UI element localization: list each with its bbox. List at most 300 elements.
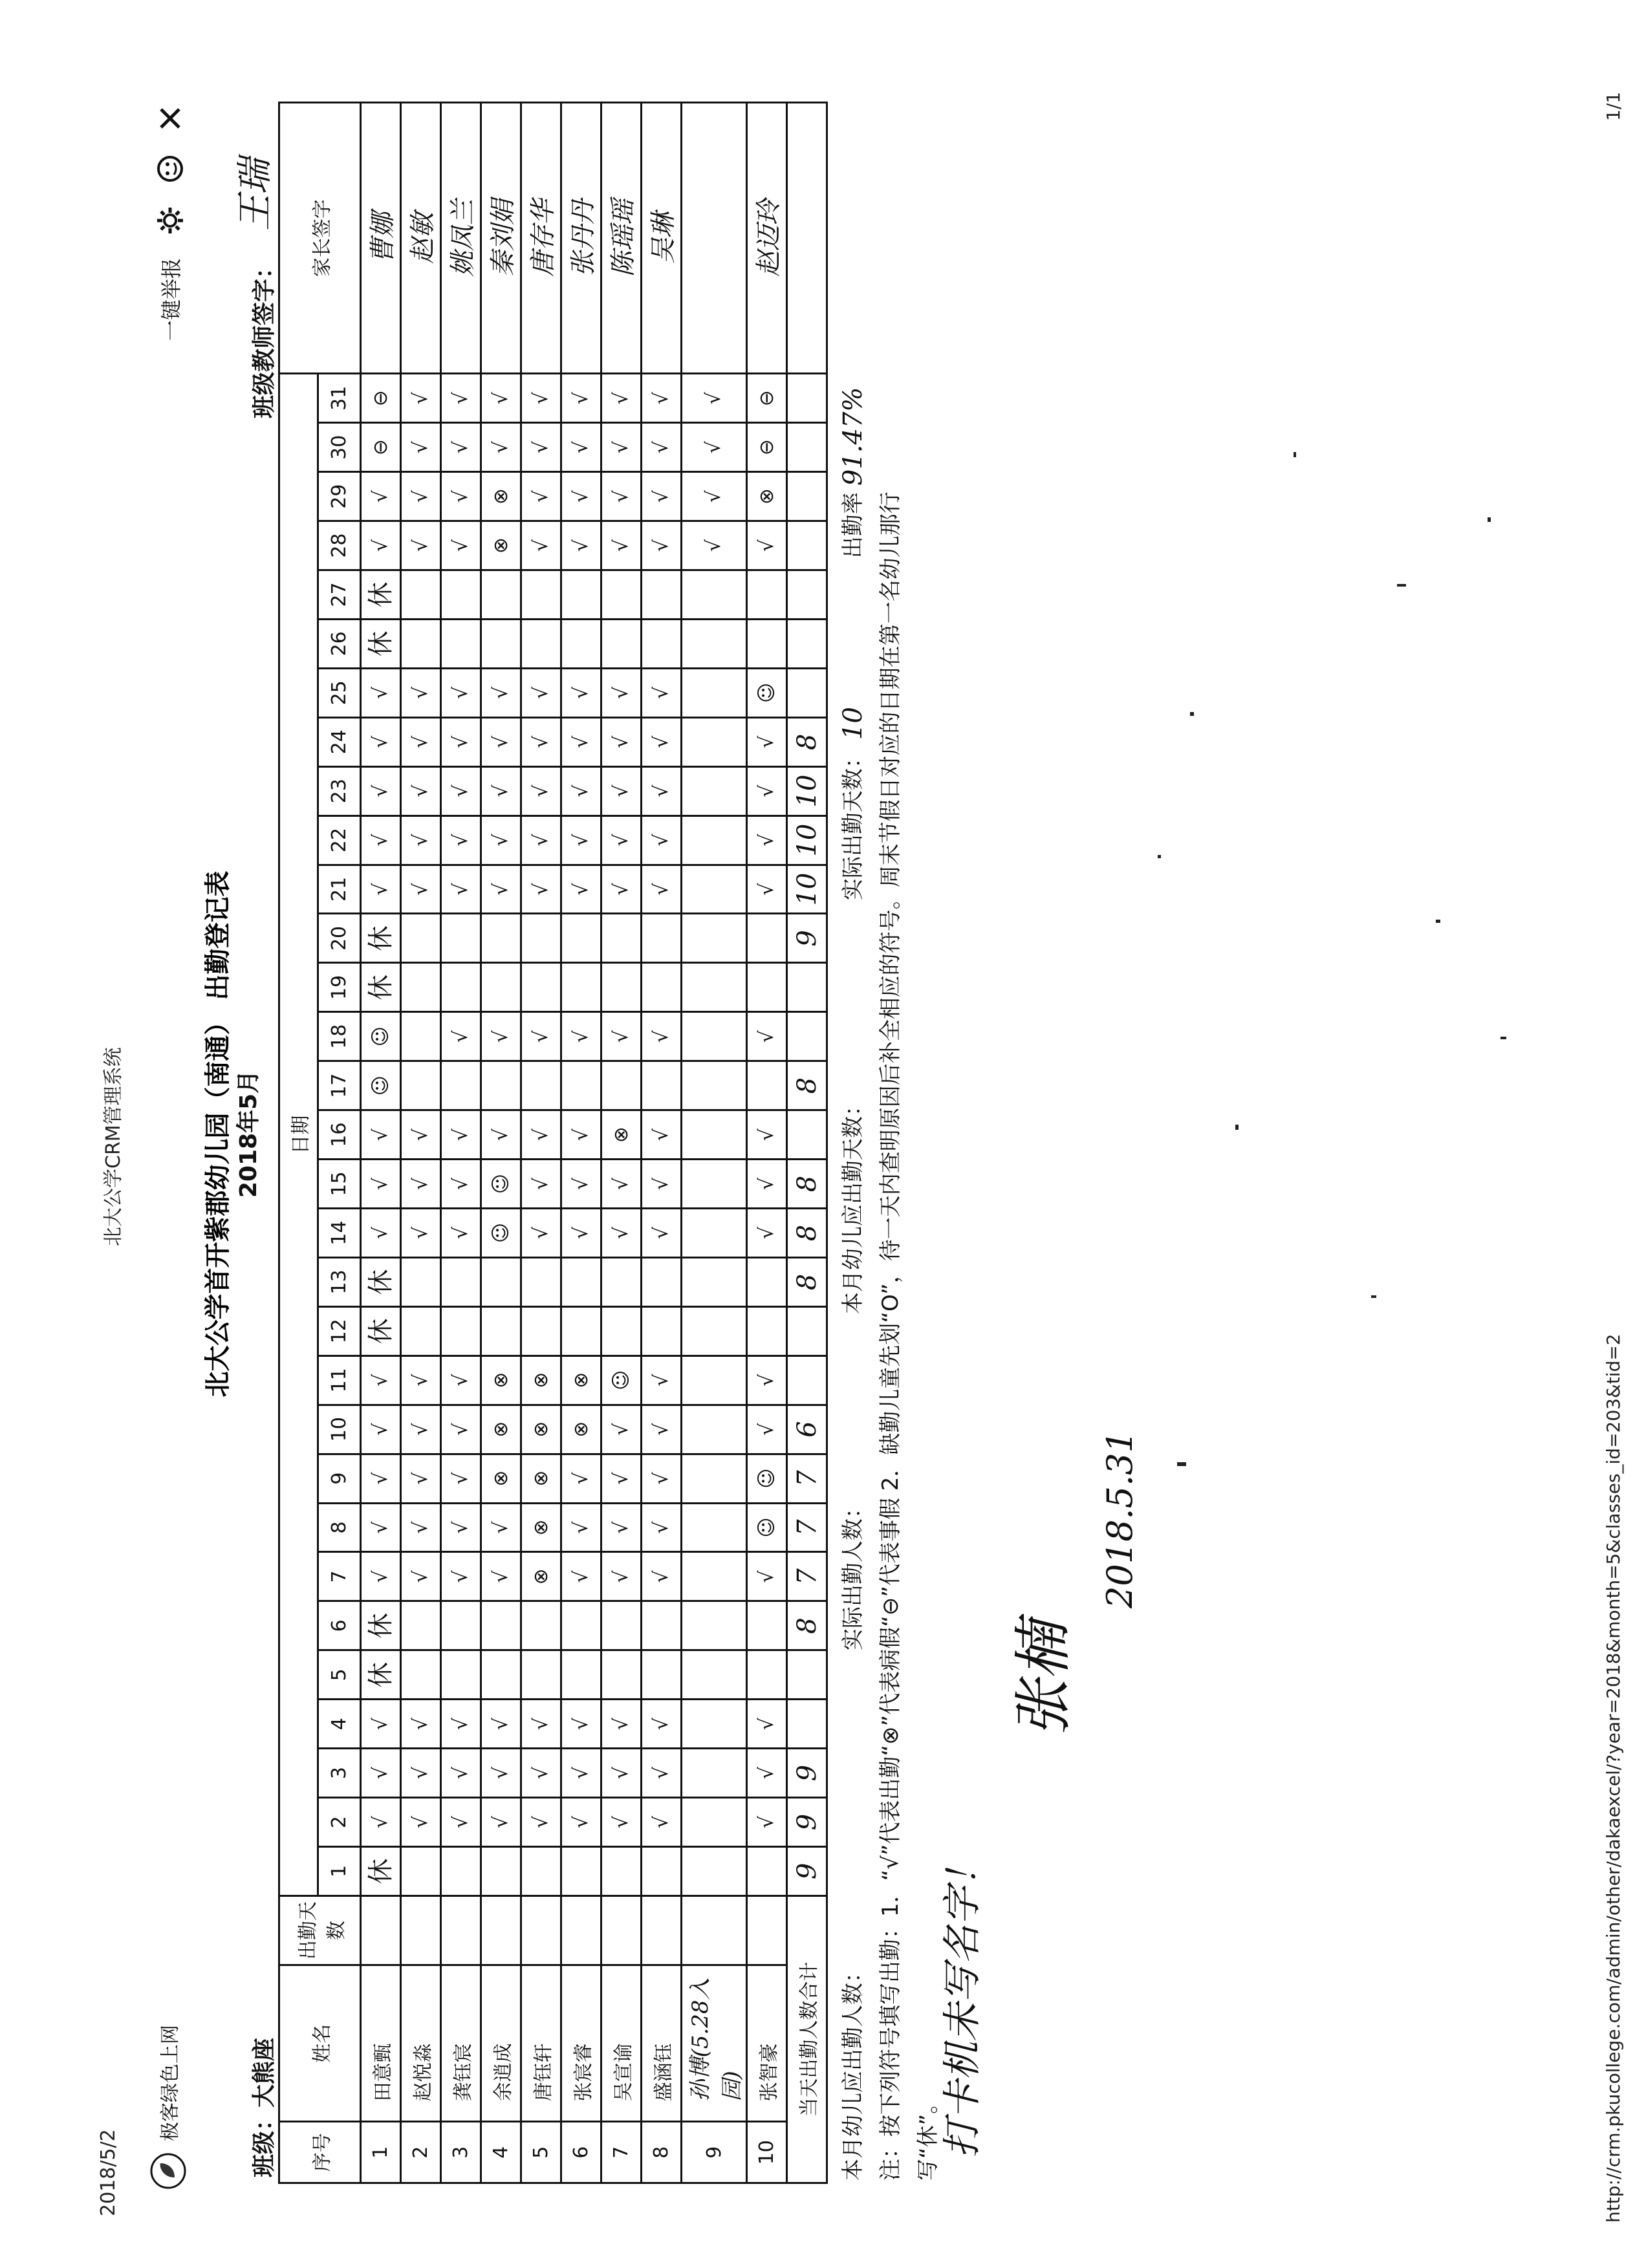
attendance-mark	[401, 1257, 441, 1306]
attendance-mark	[682, 1160, 747, 1209]
attendance-mark: √	[401, 1503, 441, 1552]
attendance-mark: √	[521, 1700, 561, 1749]
attendance-mark: ☺	[481, 1209, 521, 1258]
attendance-mark: √	[747, 717, 787, 766]
day-header-23: 23	[318, 766, 361, 815]
attendance-mark	[401, 1846, 441, 1895]
student-name: 余逍成	[481, 1965, 521, 2122]
attendance-mark	[481, 619, 521, 668]
attendance-mark	[682, 1355, 747, 1405]
daily-total: 8	[787, 717, 827, 766]
attendance-mark: √	[747, 521, 787, 570]
attendance-mark: √	[441, 668, 481, 717]
day-header-15: 15	[318, 1160, 361, 1209]
day-header-10: 10	[318, 1405, 361, 1454]
attendance-mark	[441, 963, 481, 1012]
daily-total	[787, 1306, 827, 1355]
gear-icon[interactable]	[156, 206, 184, 235]
attendance-mark	[521, 1846, 561, 1895]
attendance-mark	[601, 1846, 642, 1895]
row-seq: 1	[361, 2122, 401, 2183]
attendance-mark: √	[561, 668, 601, 717]
teacher-sign-label: 班级教师签字：	[251, 255, 277, 418]
attendance-mark: ⊗	[481, 1454, 521, 1503]
day-header-24: 24	[318, 717, 361, 766]
attendance-mark: ⊗	[747, 472, 787, 521]
day-header-1: 1	[318, 1846, 361, 1895]
attendance-mark: √	[441, 1552, 481, 1601]
attendance-mark: √	[361, 668, 401, 717]
attendance-mark: √	[361, 1749, 401, 1798]
attendance-mark	[561, 619, 601, 668]
attendance-mark: √	[642, 1552, 682, 1601]
attendance-mark	[682, 717, 747, 766]
attendance-mark: √	[361, 1160, 401, 1209]
row-seq: 4	[481, 2122, 521, 2183]
student-days	[481, 1895, 521, 1965]
parent-signature: 姚凤兰	[441, 103, 481, 374]
attendance-mark: √	[601, 1160, 642, 1209]
attendance-mark	[682, 1552, 747, 1601]
attendance-mark	[601, 619, 642, 668]
attendance-mark	[401, 1650, 441, 1700]
student-row	[441, 103, 481, 2183]
student-days	[601, 1895, 642, 1965]
attendance-mark: √	[441, 521, 481, 570]
daily-total	[787, 1700, 827, 1749]
attendance-mark	[441, 619, 481, 668]
daily-total	[787, 570, 827, 620]
attendance-mark: √	[361, 815, 401, 865]
attendance-mark: √	[481, 1503, 521, 1552]
attendance-mark: √	[747, 815, 787, 865]
attendance-mark: √	[747, 1749, 787, 1798]
attendance-mark: √	[401, 668, 441, 717]
day-header-16: 16	[318, 1110, 361, 1160]
day-header-9: 9	[318, 1454, 361, 1503]
attendance-mark: √	[521, 766, 561, 815]
student-days	[747, 1895, 787, 1965]
attendance-mark: √	[481, 374, 521, 423]
attendance-mark	[642, 1306, 682, 1355]
attendance-mark: √	[441, 1454, 481, 1503]
attendance-mark: √	[441, 1503, 481, 1552]
student-row	[481, 103, 521, 2183]
daily-total	[787, 423, 827, 472]
attendance-mark	[601, 570, 642, 620]
parent-signature: 曹娜	[361, 103, 401, 374]
day-header-13: 13	[318, 1257, 361, 1306]
attendance-mark: √	[747, 1160, 787, 1209]
daily-total: 8	[787, 1061, 827, 1110]
student-row	[401, 103, 441, 2183]
attendance-mark	[682, 1257, 747, 1306]
attendance-mark: √	[561, 1209, 601, 1258]
attendance-mark: √	[521, 1798, 561, 1847]
daily-total: 9	[787, 1846, 827, 1895]
logo-text: 极客绿色上网	[159, 2025, 182, 2141]
attendance-mark: √	[601, 1209, 642, 1258]
day-header-25: 25	[318, 668, 361, 717]
attendance-mark	[441, 914, 481, 963]
attendance-mark: √	[401, 815, 441, 865]
attendance-mark: √	[642, 1798, 682, 1847]
header-seq: 序号	[279, 2122, 361, 2183]
attendance-mark: √	[747, 1552, 787, 1601]
day-header-4: 4	[318, 1700, 361, 1749]
total-label: 当天出勤人数合计	[787, 1895, 827, 2183]
attendance-mark: √	[561, 1552, 601, 1601]
attendance-mark: √	[601, 1700, 642, 1749]
parent-signature: 唐存华	[521, 103, 561, 374]
attendance-mark: √	[601, 766, 642, 815]
attendance-mark: ⊗	[481, 472, 521, 521]
daily-total	[787, 374, 827, 423]
attendance-mark: √	[561, 1160, 601, 1209]
total-parent-blank	[787, 103, 827, 374]
attendance-mark: 休	[361, 914, 401, 963]
attendance-mark: √	[401, 423, 441, 472]
handwritten-reason: 打卡机未写名字！	[940, 1848, 985, 2158]
attendance-mark: √	[642, 1209, 682, 1258]
attendance-mark: √	[401, 472, 441, 521]
attendance-mark	[441, 1650, 481, 1700]
scan-specks	[1099, 393, 1552, 1492]
attendance-mark	[682, 1503, 747, 1552]
attendance-mark	[747, 619, 787, 668]
daily-total: 9	[787, 1749, 827, 1798]
attendance-mark: √	[401, 865, 441, 914]
attendance-mark: √	[481, 668, 521, 717]
parent-signature: 赵迈玲	[747, 103, 787, 374]
attendance-mark: ☺	[747, 1503, 787, 1552]
attendance-mark	[682, 1749, 747, 1798]
attendance-mark	[642, 1257, 682, 1306]
attendance-mark: √	[401, 1798, 441, 1847]
day-header-11: 11	[318, 1355, 361, 1405]
attendance-mark: √	[642, 1749, 682, 1798]
attendance-mark: ⊗	[481, 1355, 521, 1405]
attendance-mark	[441, 570, 481, 620]
attendance-mark	[682, 1798, 747, 1847]
attendance-mark: 休	[361, 570, 401, 620]
attendance-mark: √	[361, 717, 401, 766]
attendance-mark: √	[601, 815, 642, 865]
attendance-mark: 休	[361, 963, 401, 1012]
daily-total	[787, 619, 827, 668]
student-name: 盛涵钰	[642, 1965, 682, 2122]
student-days	[401, 1895, 441, 1965]
attendance-mark: √	[561, 766, 601, 815]
attendance-mark: ☺	[747, 668, 787, 717]
attendance-mark	[642, 1061, 682, 1110]
parent-signature: 吴琳	[642, 103, 682, 374]
attendance-mark: √	[601, 1012, 642, 1061]
attendance-mark	[642, 1650, 682, 1700]
day-header-20: 20	[318, 914, 361, 963]
attendance-mark: √	[361, 1798, 401, 1847]
attendance-mark: √	[747, 865, 787, 914]
attendance-table	[278, 102, 828, 2184]
attendance-mark: √	[642, 1503, 682, 1552]
daily-total	[787, 1012, 827, 1061]
attendance-mark	[682, 815, 747, 865]
attendance-mark: √	[642, 423, 682, 472]
attendance-mark	[561, 1650, 601, 1700]
footer-expected-days: 本月幼儿应出勤天数：	[840, 1094, 866, 1314]
footer-note-1: 注：按下列符号填写出勤：1．“√”代表出勤“⊗”代表病假“⊖”代表事假 2．缺勤儿童先划“O”，待一天内查明原因后补全相应的符号。周末节假日对应的日期在第一名幼儿那行	[878, 491, 904, 2181]
attendance-mark: √	[747, 1209, 787, 1258]
footer-notes	[834, 98, 947, 2181]
attendance-mark: √	[601, 1454, 642, 1503]
attendance-mark: √	[481, 1552, 521, 1601]
attendance-mark: √	[441, 374, 481, 423]
daily-total	[787, 668, 827, 717]
handwritten-date: 2018.5.31	[1099, 1431, 1140, 1608]
row-seq: 3	[441, 2122, 481, 2183]
parent-signature: 赵敏	[401, 103, 441, 374]
attendance-mark	[747, 1306, 787, 1355]
attendance-mark: 休	[361, 1257, 401, 1306]
attendance-mark: √	[642, 1110, 682, 1160]
attendance-mark: √	[521, 521, 561, 570]
attendance-mark: √	[682, 521, 747, 570]
attendance-mark: √	[441, 1749, 481, 1798]
student-name: 吴宣谕	[601, 1965, 642, 2122]
attendance-mark	[561, 1061, 601, 1110]
footer-actual-days-value: 10	[838, 707, 868, 740]
attendance-mark: √	[441, 1700, 481, 1749]
attendance-mark: √	[401, 1110, 441, 1160]
attendance-mark: ⊗	[521, 1454, 561, 1503]
student-days	[361, 1895, 401, 1965]
close-icon[interactable]	[157, 105, 183, 131]
day-header-18: 18	[318, 1012, 361, 1061]
header-date: 日期	[279, 374, 318, 1896]
student-row	[361, 103, 401, 2183]
attendance-mark	[481, 1650, 521, 1700]
attendance-mark	[401, 1601, 441, 1650]
attendance-mark	[642, 963, 682, 1012]
attendance-mark: ☺	[481, 1160, 521, 1209]
attendance-mark: √	[441, 1405, 481, 1454]
attendance-mark	[682, 1306, 747, 1355]
attendance-mark	[747, 963, 787, 1012]
attendance-mark: √	[747, 1405, 787, 1454]
attendance-mark: √	[561, 472, 601, 521]
student-days	[561, 1895, 601, 1965]
daily-total	[787, 521, 827, 570]
attendance-mark	[682, 1061, 747, 1110]
attendance-mark: √	[481, 1012, 521, 1061]
attendance-mark: √	[521, 1160, 561, 1209]
attendance-mark: √	[441, 1012, 481, 1061]
attendance-mark: √	[521, 865, 561, 914]
parent-signature: 张丹丹	[561, 103, 601, 374]
attendance-mark	[401, 1061, 441, 1110]
smiley-icon[interactable]	[156, 155, 184, 183]
attendance-mark	[747, 1061, 787, 1110]
attendance-mark	[642, 619, 682, 668]
print-page-number: 1/1	[1603, 91, 1624, 121]
attendance-mark	[441, 1306, 481, 1355]
attendance-mark: √	[642, 1355, 682, 1405]
day-header-3: 3	[318, 1749, 361, 1798]
row-seq: 8	[642, 2122, 682, 2183]
attendance-mark: √	[521, 668, 561, 717]
attendance-mark	[441, 1846, 481, 1895]
attendance-mark: ☺	[361, 1012, 401, 1061]
attendance-mark: √	[521, 472, 561, 521]
attendance-mark: √	[481, 1110, 521, 1160]
attendance-mark: √	[481, 423, 521, 472]
attendance-mark: √	[601, 668, 642, 717]
attendance-mark: √	[642, 1700, 682, 1749]
attendance-mark	[481, 1306, 521, 1355]
attendance-mark	[561, 1846, 601, 1895]
student-days	[682, 1895, 747, 1965]
attendance-mark: √	[561, 717, 601, 766]
header-name: 姓名	[279, 1965, 361, 2122]
attendance-mark	[521, 1061, 561, 1110]
header-row-1	[279, 103, 318, 2183]
daily-total: 7	[787, 1552, 827, 1601]
attendance-mark	[682, 1846, 747, 1895]
attendance-mark: √	[481, 717, 521, 766]
attendance-mark: √	[401, 1552, 441, 1601]
attendance-mark: √	[601, 423, 642, 472]
daily-total: 7	[787, 1454, 827, 1503]
attendance-mark: √	[361, 472, 401, 521]
header-days: 出勤天数	[279, 1895, 361, 1965]
attendance-mark: √	[561, 1798, 601, 1847]
attendance-mark	[682, 1650, 747, 1700]
attendance-mark: √	[361, 1110, 401, 1160]
attendance-mark: √	[747, 1700, 787, 1749]
attendance-mark: √	[401, 1160, 441, 1209]
daily-total: 8	[787, 1601, 827, 1650]
attendance-mark: ⊗	[481, 521, 521, 570]
attendance-mark: √	[561, 1012, 601, 1061]
student-days	[521, 1895, 561, 1965]
attendance-mark: √	[401, 1749, 441, 1798]
attendance-mark	[481, 914, 521, 963]
day-header-2: 2	[318, 1798, 361, 1847]
attendance-mark: √	[561, 521, 601, 570]
student-name: 张智豪	[747, 1965, 787, 2122]
attendance-mark: ☺	[601, 1355, 642, 1405]
daily-total: 10	[787, 865, 827, 914]
attendance-mark: √	[521, 815, 561, 865]
student-days	[441, 1895, 481, 1965]
attendance-mark: √	[361, 521, 401, 570]
attendance-mark: √	[401, 521, 441, 570]
attendance-mark: √	[642, 1405, 682, 1454]
attendance-mark	[601, 914, 642, 963]
footer-expected-count: 本月幼儿应出勤人数：	[840, 1961, 866, 2181]
attendance-mark	[401, 963, 441, 1012]
attendance-mark: 休	[361, 1306, 401, 1355]
attendance-mark	[642, 1601, 682, 1650]
row-seq: 10	[747, 2122, 787, 2183]
attendance-mark: √	[747, 1798, 787, 1847]
attendance-mark	[642, 1846, 682, 1895]
attendance-mark: √	[361, 865, 401, 914]
attendance-mark: √	[642, 1160, 682, 1209]
attendance-mark	[682, 619, 747, 668]
student-name: 龚钰宸	[441, 1965, 481, 2122]
attendance-mark: √	[601, 374, 642, 423]
attendance-mark: √	[521, 717, 561, 766]
attendance-mark: √	[401, 1355, 441, 1405]
day-header-14: 14	[318, 1209, 361, 1258]
student-row	[682, 103, 747, 2183]
attendance-mark	[682, 668, 747, 717]
attendance-mark: √	[441, 1798, 481, 1847]
attendance-mark: √	[441, 472, 481, 521]
attendance-mark: ⊖	[747, 423, 787, 472]
print-date: 2018/5/2	[97, 2129, 120, 2216]
attendance-mark: √	[441, 1110, 481, 1160]
attendance-mark	[747, 1601, 787, 1650]
daily-total	[787, 472, 827, 521]
attendance-mark	[747, 914, 787, 963]
attendance-mark	[747, 570, 787, 620]
parent-signature: 陈瑶瑶	[601, 103, 642, 374]
attendance-mark: √	[601, 1749, 642, 1798]
footer-actual-count: 实际出勤人数：	[840, 1496, 866, 1650]
attendance-mark: √	[521, 1749, 561, 1798]
attendance-mark	[561, 570, 601, 620]
attendance-mark	[561, 1306, 601, 1355]
report-button[interactable]: 一键举报	[159, 257, 184, 341]
attendance-mark: √	[601, 1552, 642, 1601]
attendance-mark: √	[521, 423, 561, 472]
attendance-mark: √	[441, 717, 481, 766]
teacher-signature: 王瑞	[234, 158, 276, 231]
attendance-mark: √	[361, 1209, 401, 1258]
logo-leaf-icon	[149, 2152, 188, 2190]
attendance-mark: √	[441, 1209, 481, 1258]
footer-rate-value: 91.47%	[838, 387, 868, 486]
attendance-mark: √	[361, 1355, 401, 1405]
day-header-17: 17	[318, 1061, 361, 1110]
attendance-mark: √	[642, 668, 682, 717]
attendance-mark: 休	[361, 619, 401, 668]
attendance-mark: √	[747, 1355, 787, 1405]
attendance-mark	[682, 1012, 747, 1061]
row-seq: 9	[682, 2122, 747, 2183]
attendance-mark: √	[682, 374, 747, 423]
attendance-mark: √	[481, 1798, 521, 1847]
day-header-31: 31	[318, 374, 361, 423]
attendance-mark: ⊗	[601, 1110, 642, 1160]
logo-area	[149, 2025, 188, 2190]
attendance-mark: √	[642, 472, 682, 521]
print-system-name: 北大公学CRM管理系统	[102, 1047, 125, 1246]
attendance-mark: √	[561, 1749, 601, 1798]
attendance-mark: √	[361, 1454, 401, 1503]
attendance-mark	[642, 914, 682, 963]
attendance-mark: √	[682, 472, 747, 521]
attendance-mark: √	[642, 374, 682, 423]
attendance-mark: ☺	[361, 1061, 401, 1110]
parent-signature: 秦刘娟	[481, 103, 521, 374]
attendance-mark: √	[747, 1110, 787, 1160]
attendance-mark: √	[441, 766, 481, 815]
attendance-mark: √	[561, 1454, 601, 1503]
print-url: http://crm.pkucollege.com/admin/other/dakaexcel/?year=2018&month=5&classes_id=203&tid=2	[1603, 1334, 1624, 2223]
